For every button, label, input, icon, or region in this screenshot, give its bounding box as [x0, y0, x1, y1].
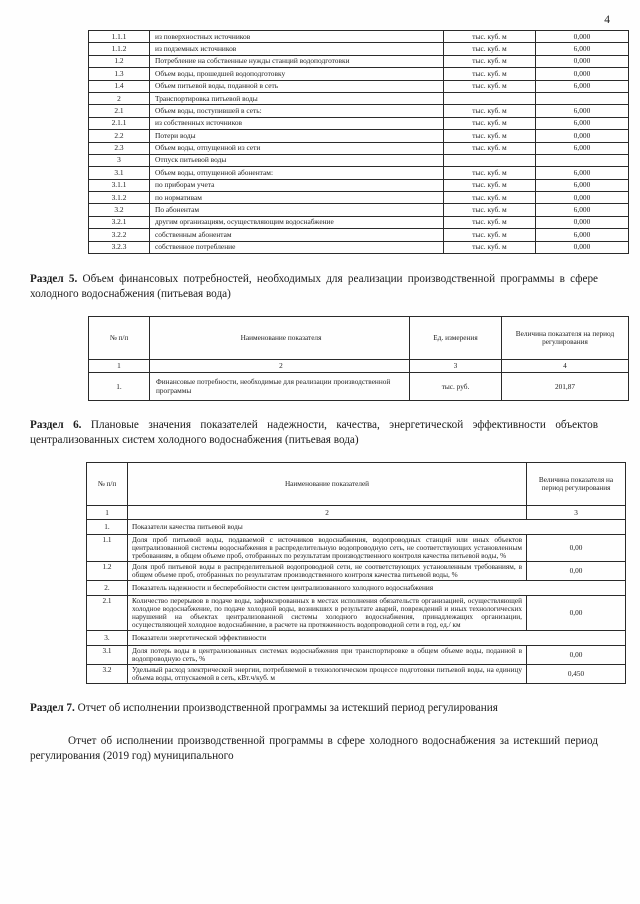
page-number: 4: [604, 14, 610, 26]
col-header-unit: Ед. измерения: [410, 317, 502, 360]
cell-unit: тыс. куб. м: [444, 216, 536, 228]
cell-num: 3.2: [89, 204, 150, 216]
cell-unit: тыс. куб. м: [444, 192, 536, 204]
cell-num: 1.2: [89, 55, 150, 67]
cell-value: 6,000: [536, 167, 629, 179]
cell-num: 3.1.2: [89, 192, 150, 204]
cell-unit: тыс. куб. м: [444, 179, 536, 191]
spacer: [0, 447, 640, 462]
section-7-label: Раздел 7.: [30, 702, 75, 715]
table-row: [89, 241, 629, 253]
table-row: [89, 130, 629, 142]
cell-unit: тыс. куб. м: [444, 55, 536, 67]
section-5-heading: [0, 272, 640, 301]
table-row: [89, 204, 629, 216]
table-row: [89, 117, 629, 129]
table-group-row: [87, 631, 626, 646]
spacer: [0, 716, 640, 734]
finance-table-wrap: [88, 316, 640, 401]
cell-num: 3.1: [89, 167, 150, 179]
cell-num: 1.3: [89, 68, 150, 80]
cell-num: 2.1.1: [89, 117, 150, 129]
section-5-title: Объем финансовых потребностей, необходимых для реализации производственной программы в сфере холодного водоснабжения (питьевая вода): [30, 273, 599, 300]
cell-name: Объем питьевой воды, поданной в сеть: [150, 80, 444, 92]
cell-num: 3: [89, 154, 150, 166]
cell-np: 1.1: [87, 534, 128, 561]
volumes-table-wrap: [88, 30, 640, 254]
cell-name: Объем воды, поступившей в сеть:: [150, 105, 444, 117]
cell-unit: [444, 92, 536, 104]
cell-value: 0,000: [536, 216, 629, 228]
section-7-heading: [0, 701, 640, 716]
table-group-row: [87, 520, 626, 535]
table-row: [89, 373, 629, 401]
cell-name: Транспортировка питьевой воды: [150, 92, 444, 104]
cell-unit: тыс. куб. м: [444, 130, 536, 142]
cell-num: 3.2.2: [89, 229, 150, 241]
cell-value: 0,450: [527, 664, 626, 683]
table-row: [89, 179, 629, 191]
cell-unit: тыс. куб. м: [444, 204, 536, 216]
cell-num: 2.2: [89, 130, 150, 142]
cell-value: [536, 92, 629, 104]
cell-value: [536, 154, 629, 166]
col-header-np: № п/п: [89, 317, 150, 360]
cell-name: Доля потерь воды в централизованных системах водоснабжения при транспортировке в общем объеме воды, поданной в водопроводную сеть, %: [128, 645, 527, 664]
cell-unit: [444, 154, 536, 166]
cell-value: 6,000: [536, 179, 629, 191]
cell-np: 3.1: [87, 645, 128, 664]
col-header-np: № п/п: [87, 463, 128, 506]
cell-name: другим организациям, осуществляющим водоснабжение: [150, 216, 444, 228]
table-row: [87, 534, 626, 561]
col-header-name: Наименование показателя: [150, 317, 410, 360]
cell-unit: тыс. куб. м: [444, 167, 536, 179]
cell-num: 2: [89, 92, 150, 104]
table-group-row: [87, 581, 626, 596]
colnum-value: 4: [502, 360, 629, 373]
cell-unit: тыс. руб.: [410, 373, 502, 401]
cell-np: 1.: [87, 520, 128, 535]
cell-num: 3.2.3: [89, 241, 150, 253]
section-7-title: Отчет об исполнении производственной программы за истекший период регулирования: [74, 702, 498, 715]
table-row: [89, 92, 629, 104]
cell-value: 6,000: [536, 43, 629, 55]
cell-value: 0,000: [536, 68, 629, 80]
cell-value: 0,00: [527, 595, 626, 630]
cell-name: Показатели качества питьевой воды: [128, 520, 626, 535]
table-row: [89, 142, 629, 154]
cell-value: 6,000: [536, 80, 629, 92]
cell-name: по нормативам: [150, 192, 444, 204]
cell-np: 2.: [87, 581, 128, 596]
spacer: [0, 401, 640, 418]
section-6-heading: [0, 418, 640, 447]
cell-value: 0,000: [536, 241, 629, 253]
colnum-np: 1: [89, 360, 150, 373]
cell-np: 3.2: [87, 664, 128, 683]
cell-value: 6,000: [536, 142, 629, 154]
cell-name: по приборам учета: [150, 179, 444, 191]
cell-value: 201,87: [502, 373, 629, 401]
cell-np: 1.2: [87, 562, 128, 581]
cell-num: 3.1.1: [89, 179, 150, 191]
cell-value: 6,000: [536, 105, 629, 117]
cell-name: Доля проб питьевой воды, подаваемой с источников водоснабжения, водопроводных станций или иных объектов централизованной системы водоснабжения в распределительную водопроводную сеть, не соответствующих установленным требованиям, в общем объеме проб, отобранных по результатам производственного контроля качества питьевой воды, %: [128, 534, 527, 561]
colnum-np: 1: [87, 506, 128, 520]
finance-table: [88, 316, 629, 401]
section-6-title: Плановые значения показателей надежности, качества, энергетической эффективности объектов централизованных систем холодного водоснабжения (питьевая вода): [30, 419, 599, 446]
cell-name: Доля проб питьевой воды в распределительной водопроводной сети, не соответствующих установленным требованиям, в общем объеме проб, отобранных по результатам производственного контроля качества питьевой воды, %: [128, 562, 527, 581]
cell-num: 3.2.1: [89, 216, 150, 228]
table-row: [89, 105, 629, 117]
cell-name: собственное потребление: [150, 241, 444, 253]
table-row: [89, 216, 629, 228]
cell-name: из поверхностных источников: [150, 31, 444, 43]
table-row: [89, 80, 629, 92]
colnum-name: 2: [128, 506, 527, 520]
cell-unit: тыс. куб. м: [444, 43, 536, 55]
cell-name: собственным абонентам: [150, 229, 444, 241]
colnum-value: 3: [527, 506, 626, 520]
cell-unit: тыс. куб. м: [444, 142, 536, 154]
cell-value: 0,000: [536, 55, 629, 67]
cell-name: Показатель надежности и бесперебойности систем централизованного холодного водоснабжения: [128, 581, 626, 596]
cell-name: Объем воды, прошедшей водоподготовку: [150, 68, 444, 80]
cell-name: из подземных источников: [150, 43, 444, 55]
table-row: [89, 192, 629, 204]
col-header-value: Величина показателя на период регулирования: [527, 463, 626, 506]
cell-name: Отпуск питьевой воды: [150, 154, 444, 166]
table-row: [87, 664, 626, 683]
table-header-row: [89, 317, 629, 360]
cell-name: Удельный расход электрической энергии, потребляемой в технологическом процессе подготовки питьевой воды, на единицу объема воды, отпускаемой в сеть, кВт.ч/куб. м: [128, 664, 527, 683]
cell-name: из собственных источников: [150, 117, 444, 129]
cell-name: Объем воды, отпущенной абонентам:: [150, 167, 444, 179]
cell-value: 0,000: [536, 192, 629, 204]
table-row: [87, 645, 626, 664]
table-row: [89, 68, 629, 80]
table-row: [89, 55, 629, 67]
cell-value: 0,000: [536, 130, 629, 142]
spacer: [0, 684, 640, 701]
cell-value: 6,000: [536, 117, 629, 129]
cell-unit: тыс. куб. м: [444, 117, 536, 129]
cell-name: Потребление на собственные нужды станций водоподготовки: [150, 55, 444, 67]
table-header-row: [87, 463, 626, 506]
cell-num: 1.1.2: [89, 43, 150, 55]
spacer: [0, 301, 640, 316]
cell-unit: тыс. куб. м: [444, 31, 536, 43]
cell-name: Финансовые потребности, необходимые для реализации производственной программы: [150, 373, 410, 401]
cell-unit: тыс. куб. м: [444, 241, 536, 253]
cell-value: 6,000: [536, 204, 629, 216]
section-6-label: Раздел 6.: [30, 419, 82, 432]
indicators-table: [86, 462, 626, 684]
cell-unit: тыс. куб. м: [444, 68, 536, 80]
cell-value: 6,000: [536, 229, 629, 241]
colnum-name: 2: [150, 360, 410, 373]
cell-name: Потери воды: [150, 130, 444, 142]
col-header-name: Наименование показателей: [128, 463, 527, 506]
table-row: [89, 43, 629, 55]
table-number-row: [87, 506, 626, 520]
cell-name: По абонентам: [150, 204, 444, 216]
colnum-unit: 3: [410, 360, 502, 373]
cell-unit: тыс. куб. м: [444, 229, 536, 241]
section-5-label: Раздел 5.: [30, 273, 78, 286]
cell-unit: тыс. куб. м: [444, 80, 536, 92]
cell-value: 0,000: [536, 31, 629, 43]
cell-num: 2.1: [89, 105, 150, 117]
table-row: [89, 167, 629, 179]
volumes-table: [88, 30, 629, 254]
table-row: [89, 229, 629, 241]
table-row: [87, 595, 626, 630]
cell-num: 2.3: [89, 142, 150, 154]
table-row: [89, 154, 629, 166]
cell-unit: тыс. куб. м: [444, 105, 536, 117]
cell-value: 0,00: [527, 645, 626, 664]
cell-value: 0,00: [527, 534, 626, 561]
cell-name: Количество перерывов в подаче воды, зафиксированных в местах исполнения обязательств организацией, осуществляющей холодное водоснабжение, по подаче холодной воды, возникших в результате аварий, повреждений и иных технологических нарушений на объектах централизованной системы холодного водоснабжения, принадлежащих организации, осуществляющей холодное водоснабжение, в расчете на протяженность водопроводной сети в год, ед./ км: [128, 595, 527, 630]
cell-np: 3.: [87, 631, 128, 646]
cell-name: Объем воды, отпущенной из сети: [150, 142, 444, 154]
cell-num: 1.1.1: [89, 31, 150, 43]
table-row: [89, 31, 629, 43]
table-number-row: [89, 360, 629, 373]
page-content: [0, 30, 640, 763]
section-7-paragraph: Отчет об исполнении производственной программы в сфере холодного водоснабжения за истекший период регулирования (2019 год) муниципального: [30, 734, 598, 762]
spacer: [0, 254, 640, 272]
cell-name: Показатели энергетической эффективности: [128, 631, 626, 646]
table-row: [87, 562, 626, 581]
cell-np: 2.1: [87, 595, 128, 630]
indicators-table-wrap: [86, 462, 640, 684]
cell-np: 1.: [89, 373, 150, 401]
cell-value: 0,00: [527, 562, 626, 581]
cell-num: 1.4: [89, 80, 150, 92]
col-header-value: Величина показателя на период регулирования: [502, 317, 629, 360]
